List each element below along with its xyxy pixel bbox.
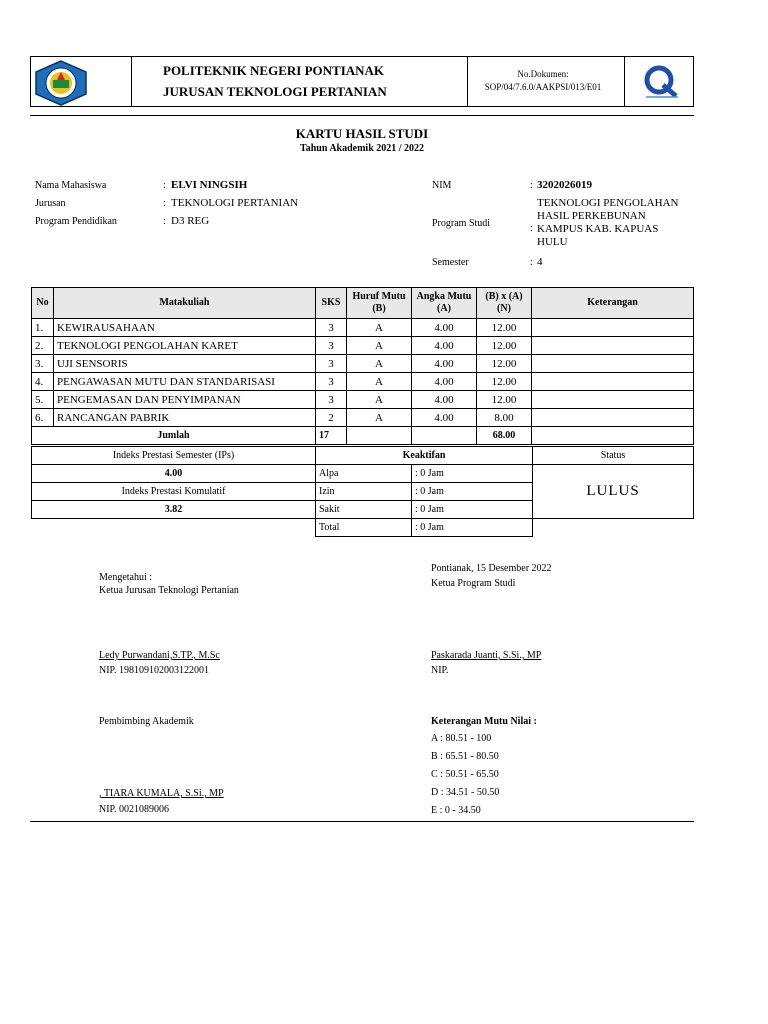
- advisor-name: , TIARA KUMALA, S.Si., MP: [99, 788, 224, 799]
- row-product: 12.00: [477, 373, 532, 391]
- activity-name: Alpa: [316, 465, 412, 483]
- grade-scale-item: C : 50.51 - 65.50: [431, 769, 499, 780]
- doc-number: SOP/04/7.6.0/AAKPSI/013/E01: [484, 82, 602, 92]
- institution-name: POLITEKNIK NEGERI PONTIANAK: [163, 63, 385, 78]
- summary-table: [31, 446, 694, 537]
- total-row: [32, 427, 694, 445]
- study-label: Program Studi: [432, 218, 491, 229]
- row-letter: A: [347, 391, 412, 409]
- table-header-row: [32, 288, 694, 319]
- total-label: Jumlah: [32, 427, 316, 445]
- col-header-course: Matakuliah: [54, 288, 316, 319]
- row-sks: 3: [316, 355, 347, 373]
- footer-rule: [30, 821, 694, 822]
- empty-cell: [533, 519, 694, 537]
- colon: :: [163, 198, 166, 209]
- colon: :: [530, 223, 533, 234]
- row-product: 8.00: [477, 409, 532, 427]
- head-title: Ketua Jurusan Teknologi Pertanian: [99, 585, 239, 596]
- row-course: KEWIRAUSAHAAN: [54, 319, 316, 337]
- table-row: [32, 373, 694, 391]
- row-letter: A: [347, 409, 412, 427]
- row-no: 3.: [32, 355, 54, 373]
- row-product: 12.00: [477, 319, 532, 337]
- study-line: TEKNOLOGI PENGOLAHAN: [537, 197, 679, 209]
- colon: :: [163, 216, 166, 227]
- row-number: 4.00: [412, 373, 477, 391]
- row-no: 6.: [32, 409, 54, 427]
- col-header-number: Angka Mutu (A): [412, 288, 477, 319]
- head-name: Ledy Purwandani,S.TP., M.Sc: [99, 650, 220, 661]
- row-sks: 2: [316, 409, 347, 427]
- row-product: 12.00: [477, 355, 532, 373]
- nim-label: NIM: [432, 180, 452, 191]
- activity-value: : 0 Jam: [412, 501, 533, 519]
- row-sks: 3: [316, 373, 347, 391]
- total-sks: 17: [316, 427, 347, 445]
- study-line: KAMPUS KAB. KAPUAS: [537, 223, 659, 235]
- study-line: HULU: [537, 236, 568, 248]
- row-note: [532, 319, 694, 337]
- row-course: PENGAWASAN MUTU DAN STANDARISASI: [54, 373, 316, 391]
- empty-cell: [347, 427, 412, 445]
- row-course: UJI SENSORIS: [54, 355, 316, 373]
- header-divider: [624, 57, 625, 106]
- col-header-product: (B) x (A) (N): [477, 288, 532, 319]
- department-name: JURUSAN TEKNOLOGI PERTANIAN: [163, 84, 387, 99]
- row-letter: A: [347, 355, 412, 373]
- table-row: [32, 337, 694, 355]
- row-sks: 3: [316, 319, 347, 337]
- row-sks: 3: [316, 337, 347, 355]
- page-title: KARTU HASIL STUDI: [295, 126, 429, 141]
- row-note: [532, 391, 694, 409]
- row-number: 4.00: [412, 319, 477, 337]
- row-sks: 3: [316, 391, 347, 409]
- row-no: 2.: [32, 337, 54, 355]
- row-product: 12.00: [477, 391, 532, 409]
- col-header-letter: Huruf Mutu (B): [347, 288, 412, 319]
- place-date: Pontianak, 15 Desember 2022: [431, 563, 552, 574]
- grades-table: [31, 287, 694, 445]
- row-number: 4.00: [412, 391, 477, 409]
- advisor-title: Pembimbing Akademik: [99, 716, 194, 727]
- empty-cell: [532, 427, 694, 445]
- activity-name: Total: [316, 519, 412, 537]
- col-header-no: No: [32, 288, 54, 319]
- grade-scale-item: E : 0 - 34.50: [431, 805, 481, 816]
- row-no: 5.: [32, 391, 54, 409]
- kaprodi-title: Ketua Program Studi: [431, 578, 516, 589]
- semester-label: Semester: [432, 257, 469, 268]
- summary-row: [32, 465, 694, 483]
- row-number: 4.00: [412, 409, 477, 427]
- study-line: HASIL PERKEBUNAN: [537, 210, 646, 222]
- student-semester: 4: [537, 256, 543, 268]
- activity-label: Keaktifan: [316, 447, 533, 465]
- header-rule: [30, 115, 694, 116]
- quality-q-icon: [642, 63, 680, 101]
- activity-name: Sakit: [316, 501, 412, 519]
- student-program: D3 REG: [171, 215, 210, 227]
- dept-label: Jurusan: [35, 198, 66, 209]
- ips-value: 4.00: [32, 465, 316, 483]
- polnep-logo-icon: [34, 60, 88, 106]
- summary-row: [32, 519, 694, 537]
- row-letter: A: [347, 337, 412, 355]
- study-program: [537, 197, 678, 249]
- total-product: 68.00: [477, 427, 532, 445]
- col-header-note: Keterangan: [532, 288, 694, 319]
- colon: :: [530, 257, 533, 268]
- head-nip: NIP. 198109102003122001: [99, 665, 210, 676]
- col-header-sks: SKS: [316, 288, 347, 319]
- row-course: PENGEMASAN DAN PENYIMPANAN: [54, 391, 316, 409]
- row-no: 1.: [32, 319, 54, 337]
- name-label: Nama Mahasiswa: [35, 180, 107, 191]
- ipk-label: Indeks Prestasi Komulatif: [32, 483, 316, 501]
- row-number: 4.00: [412, 337, 477, 355]
- row-note: [532, 355, 694, 373]
- table-row: [32, 409, 694, 427]
- summary-row: [32, 447, 694, 465]
- doc-number-label: No.Dokumen:: [517, 69, 569, 79]
- activity-value: : 0 Jam: [412, 483, 533, 501]
- program-label: Program Pendidikan: [35, 216, 117, 227]
- grade-scale-title: Keterangan Mutu Nilai :: [431, 716, 537, 727]
- ips-label: Indeks Prestasi Semester (IPs): [32, 447, 316, 465]
- table-row: [32, 391, 694, 409]
- student-nim: 3202026019: [537, 179, 592, 191]
- kaprodi-name: Paskarada Juanti, S.Si., MP: [431, 650, 542, 661]
- header-divider: [131, 57, 132, 106]
- row-product: 12.00: [477, 337, 532, 355]
- row-number: 4.00: [412, 355, 477, 373]
- row-letter: A: [347, 319, 412, 337]
- activity-value: : 0 Jam: [412, 465, 533, 483]
- row-course: TEKNOLOGI PENGOLAHAN KARET: [54, 337, 316, 355]
- table-row: [32, 319, 694, 337]
- grade-scale-item: A : 80.51 - 100: [431, 733, 492, 744]
- student-name: ELVI NINGSIH: [171, 179, 248, 191]
- row-note: [532, 409, 694, 427]
- student-dept: TEKNOLOGI PERTANIAN: [171, 197, 299, 209]
- kaprodi-nip: NIP.: [431, 665, 449, 676]
- row-course: RANCANGAN PABRIK: [54, 409, 316, 427]
- table-row: [32, 355, 694, 373]
- row-letter: A: [347, 373, 412, 391]
- academic-year: Tahun Akademik 2021 / 2022: [299, 143, 425, 154]
- status-value: LULUS: [533, 465, 694, 519]
- status-label: Status: [533, 447, 694, 465]
- known-label: Mengetahui :: [99, 572, 153, 583]
- activity-value: : 0 Jam: [412, 519, 533, 537]
- empty-cell: [32, 519, 316, 537]
- row-note: [532, 337, 694, 355]
- advisor-nip: NIP. 0021089006: [99, 804, 170, 815]
- row-no: 4.: [32, 373, 54, 391]
- activity-name: Izin: [316, 483, 412, 501]
- ipk-value: 3.82: [32, 501, 316, 519]
- row-note: [532, 373, 694, 391]
- grade-scale-item: B : 65.51 - 80.50: [431, 751, 499, 762]
- grade-scale-item: D : 34.51 - 50.50: [431, 787, 500, 798]
- colon: :: [530, 180, 533, 191]
- empty-cell: [412, 427, 477, 445]
- colon: :: [163, 180, 166, 191]
